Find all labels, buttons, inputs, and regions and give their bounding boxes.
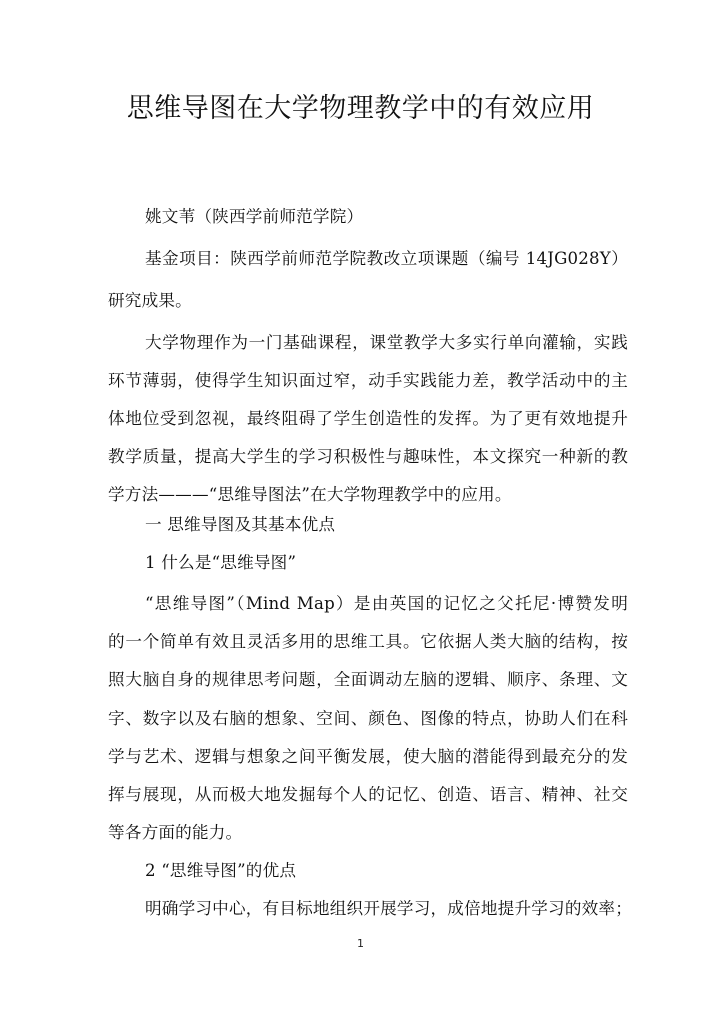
paragraph-line: 大学物理作为一门基础课程，课堂教学大多实行单向灌输，实践 — [145, 333, 628, 352]
paragraph-line: 环节薄弱，使得学生知识面过窄，动手实践能力差，教学活动中的主 — [108, 371, 628, 390]
paragraph-line: 字、数字以及右脑的想象、空间、颜色、图像的特点，协助人们在科 — [108, 709, 628, 728]
paragraph-line: 等各方面的能力。 — [108, 823, 243, 842]
subsection-heading: 2 “思维导图”的优点 — [145, 861, 297, 880]
paragraph-line: 体地位受到忽视，最终阻碍了学生创造性的发挥。为了更有效地提升 — [108, 409, 628, 428]
funding-line: 研究成果。 — [108, 291, 192, 310]
document-title: 思维导图在大学物理教学中的有效应用 — [126, 93, 595, 124]
paragraph-line: “思维导图”（Mind Map）是由英国的记忆之父托尼·博赞发明 — [145, 594, 628, 613]
paragraph-line: 明确学习中心，有目标地组织开展学习，成倍地提升学习的效率； — [145, 899, 633, 918]
paragraph-line: 的一个简单有效且灵活多用的思维工具。它依据人类大脑的结构，按 — [108, 632, 628, 651]
paragraph-line: 学方法———“思维导图法”在大学物理教学中的应用。 — [108, 485, 512, 504]
subsection-heading: 1 什么是“思维导图” — [145, 553, 297, 572]
page-number: 1 — [357, 937, 364, 950]
paragraph-line: 照大脑自身的规律思考问题，全面调动左脑的逻辑、顺序、条理、文 — [108, 670, 628, 689]
paragraph-line: 学与艺术、逻辑与想象之间平衡发展，使大脑的潜能得到最充分的发 — [108, 747, 628, 766]
funding-line: 基金项目：陕西学前师范学院教改立项课题（编号 14JG028Y） — [145, 249, 628, 268]
section-heading: 一 思维导图及其基本优点 — [145, 515, 336, 534]
author-line: 姚文苇（陕西学前师范学院） — [145, 207, 364, 226]
paragraph-line: 挥与展现，从而极大地发掘每个人的记忆、创造、语言、精神、社交 — [108, 785, 628, 804]
paragraph-line: 教学质量，提高大学生的学习积极性与趣味性，本文探究一种新的教 — [108, 447, 628, 466]
